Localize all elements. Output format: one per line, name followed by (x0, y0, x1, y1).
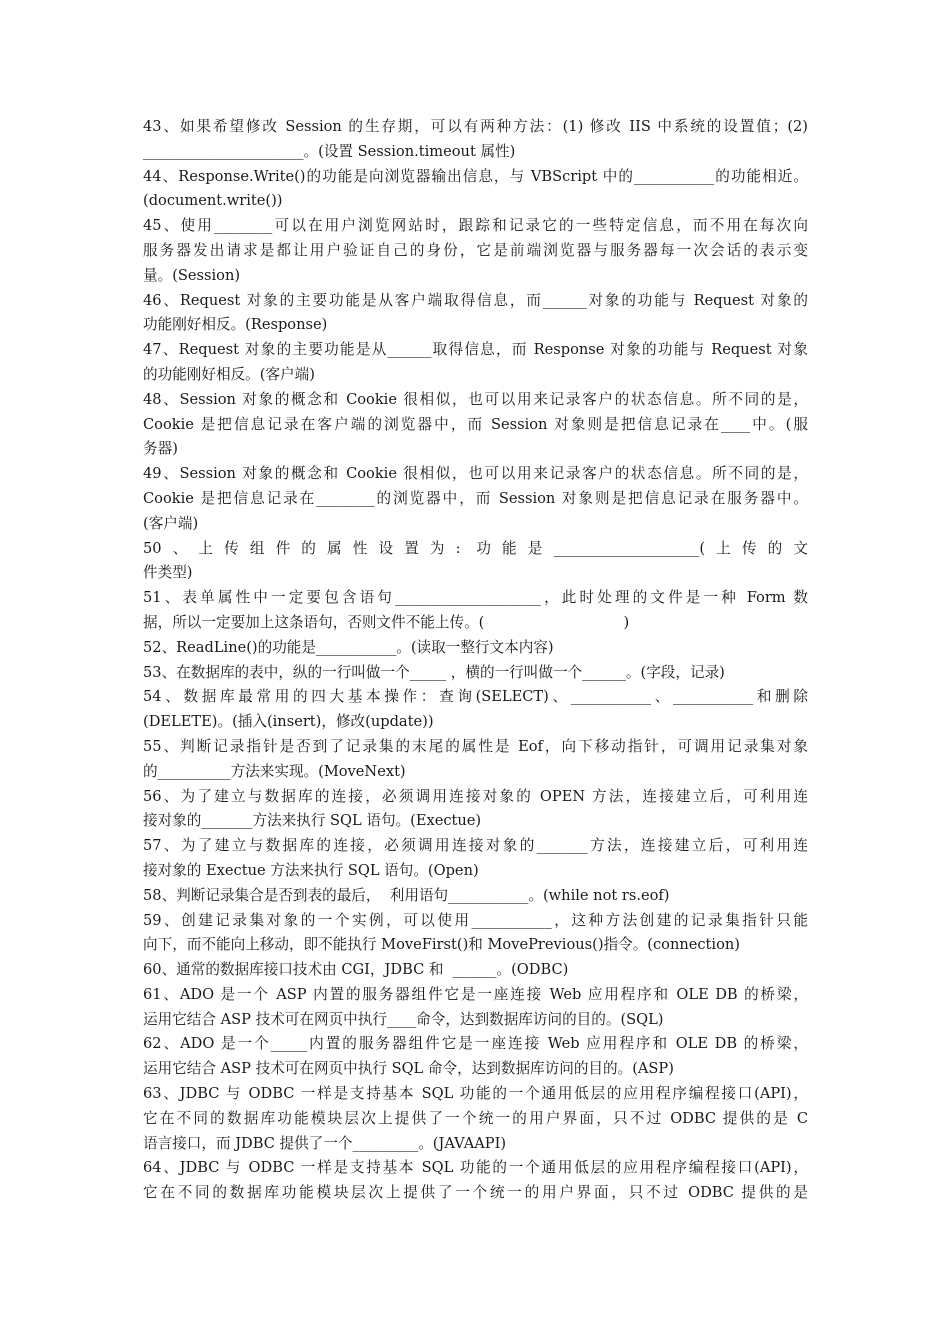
text-line: 件类型) (143, 564, 193, 582)
text-line: (客户端) (143, 514, 199, 532)
text-line: (DELETE)。(插入(insert)，修改(update)) (143, 713, 434, 731)
text-line: 56、为了建立与数据库的连接，必须调用连接对象的 OPEN 方法，连接建立后，可利用连 (143, 787, 808, 805)
text-line: 它在不同的数据库功能模块层次上提供了一个统一的用户界面，只不过 ODBC 提供的是 (143, 1184, 808, 1202)
text-line: 它在不同的数据库功能模块层次上提供了一个统一的用户界面，只不过 ODBC 提供的是 C (143, 1109, 808, 1127)
text-line: 接对象的_______方法来执行 SQL 语句。(Exectue) (143, 812, 482, 830)
text-line: 50、上传组件的属性设置为: 功能是____________________(上传的文 (143, 539, 808, 557)
text-line: 49、Session 对象的概念和 Cookie 很相似，也可以用来记录客户的状态信息。所不同的是， (143, 465, 808, 483)
text-line: 46、Request 对象的主要功能是从客户端取得信息，而______对象的功能与 Request 对象的 (143, 291, 808, 309)
text-line: 57、为了建立与数据库的连接，必须调用连接对象的_______方法，连接建立后，可利用连 (143, 837, 808, 855)
text-line: (document.write()) (143, 192, 283, 210)
text-line: Cookie 是把信息记录在________的浏览器中，而 Session 对象则是把信息记录在服务器中。 (143, 489, 808, 507)
text-line: 63、JDBC 与 ODBC 一样是支持基本 SQL 功能的一个通用低层的应用程序编程接口(API)， (143, 1085, 808, 1103)
text-line: 51、表单属性中一定要包含语句____________________，此时处理的文件是一种 Form 数 (143, 589, 808, 607)
document-body (143, 115, 808, 1206)
text-line: 62、ADO 是一个_____内置的服务器组件它是一座连接 Web 应用程序和 OLE DB 的桥梁， (143, 1035, 808, 1053)
text-line: 64、JDBC 与 ODBC 一样是支持基本 SQL 功能的一个通用低层的应用程序编程接口(API)， (143, 1159, 808, 1177)
text-line: 接对象的 Exectue 方法来执行 SQL 语句。(Open) (143, 861, 479, 879)
text-line: 务器) (143, 440, 178, 458)
text-line: 服务器发出请求是都让用户验证自己的身份，它是前端浏览器与服务器每一次会话的表示变 (143, 241, 808, 259)
text-line: 功能刚好相反。(Response) (143, 316, 328, 334)
text-line: 52、ReadLine()的功能是___________。(读取一整行文本内容) (143, 638, 554, 656)
text-line: 47、Request 对象的主要功能是从______取得信息，而 Response 对象的功能与 Request 对象 (143, 341, 808, 359)
text-line: 45、使用________可以在用户浏览网站时，跟踪和记录它的一些特定信息，而不用在每次向 (143, 217, 808, 235)
text-line: 向下，而不能向上移动，即不能执行 MoveFirst()和 MovePrevious()指令。(connection) (143, 936, 740, 954)
text-line: 的功能刚好相反。(客户端) (143, 365, 315, 383)
text-line: 54、数据库最常用的四大基本操作：查询(SELECT)、___________、___________和删除 (143, 688, 808, 706)
text-line: 44、Response.Write()的功能是向浏览器输出信息，与 VBScript 中的___________的功能相近。 (143, 167, 808, 185)
text-line: 48、Session 对象的概念和 Cookie 很相似，也可以用来记录客户的状态信息。所不同的是， (143, 390, 808, 408)
text-line: 55、判断记录指针是否到了记录集的末尾的属性是 Eof，向下移动指针，可调用记录集对象 (143, 737, 808, 755)
text-line: 的__________方法来实现。(MoveNext) (143, 762, 406, 780)
text-line: 据，所以一定要加上这条语句，否则文件不能上传。( ) (143, 613, 630, 631)
text-line: 61、ADO 是一个 ASP 内置的服务器组件它是一座连接 Web 应用程序和 OLE DB 的桥梁， (143, 985, 808, 1003)
text-line: Cookie 是把信息记录在客户端的浏览器中，而 Session 对象则是把信息记录在____中。(服 (143, 415, 808, 433)
text-line: 运用它结合 ASP 技术可在网页中执行 SQL 命令，达到数据库访问的目的。(ASP) (143, 1060, 674, 1078)
text-line: 43、如果希望修改 Session 的生存期，可以有两种方法：(1) 修改 IIS 中系统的设置值；(2) (143, 118, 808, 135)
text-line: ______________________。(设置 Session.timeout 属性) (143, 142, 516, 160)
text-line: 60、通常的数据库接口技术由 CGI，JDBC 和 ______。(ODBC) (143, 961, 569, 979)
text-line: 运用它结合 ASP 技术可在网页中执行____命令，达到数据库访问的目的。(SQL) (143, 1010, 664, 1028)
text-line: 58、判断记录集合是否到表的最后， 利用语句___________。(while not rs.eof) (143, 886, 670, 904)
text-line: 量。(Session) (143, 266, 241, 284)
text-line: 59、创建记录集对象的一个实例，可以使用___________，这种方法创建的记录集指针只能 (143, 911, 808, 929)
text-line: 语言接口，而 JDBC 提供了一个_________。(JAVAAPI) (143, 1134, 507, 1152)
text-line: 53、在数据库的表中，纵的一行叫做一个_____ ，横的一行叫做一个______。(字段，记录) (143, 663, 725, 681)
